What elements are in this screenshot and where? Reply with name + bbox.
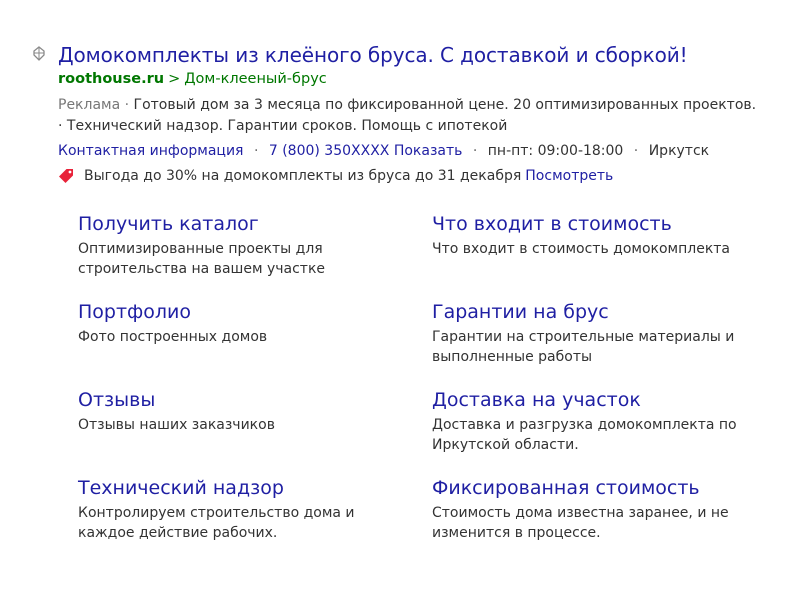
sitelink-title[interactable]: Портфолио: [78, 301, 192, 323]
sitelink-desc: Оптимизированные проекты для строительства на вашем участке: [78, 241, 326, 277]
sitelink-guarantees: [432, 300, 762, 367]
sitelink-supervision: [78, 476, 408, 543]
sitelink-desc: Контролируем строительство дома и каждое действие рабочих.: [78, 505, 355, 541]
promo-row: [30, 166, 770, 186]
sitelink-desc: Стоимость дома известна заранее, и не изменится в процессе.: [432, 505, 729, 541]
url-separator: >: [168, 71, 181, 87]
sitelink-title[interactable]: Гарантии на брус: [432, 301, 609, 323]
ad-snippet: [30, 95, 758, 137]
sitelink-desc: Фото построенных домов: [78, 329, 268, 345]
sitelink-title[interactable]: Доставка на участок: [432, 389, 641, 411]
contact-info-link[interactable]: Контактная информация: [58, 143, 244, 159]
sitelink-catalog: [78, 212, 408, 279]
sitelink-desc: Что входит в стоимость домокомплекта: [432, 241, 731, 257]
sitelink-desc: Доставка и разгрузка домокомплекта по Иркутской области.: [432, 417, 737, 453]
contacts-separator: ·: [633, 143, 639, 159]
work-hours: пн-пт: 09:00-18:00: [487, 143, 624, 159]
show-phone-link[interactable]: Показать: [393, 143, 463, 159]
sitelink-title[interactable]: Получить каталог: [78, 213, 259, 235]
sitelink-desc: Гарантии на строительные материалы и выполненные работы: [432, 329, 735, 365]
ad-block: [30, 42, 770, 186]
sitelink-price-includes: [432, 212, 762, 259]
sitelink-fixed-price: [432, 476, 762, 543]
ad-url: [30, 69, 770, 89]
contacts-separator: ·: [253, 143, 259, 159]
city: Иркутск: [648, 143, 710, 159]
sitelink-title[interactable]: Что входит в стоимость: [432, 213, 672, 235]
sitelink-title[interactable]: Фиксированная стоимость: [432, 477, 700, 499]
sitelink-title[interactable]: Отзывы: [78, 389, 156, 411]
sitelink-portfolio: [78, 300, 408, 347]
site-favicon-icon: [32, 46, 46, 62]
sitelink-delivery: [432, 388, 762, 455]
ad-title-link[interactable]: Домокомплекты из клеёного бруса. С доставкой и сборкой!: [58, 43, 688, 67]
contacts-row: [30, 141, 770, 161]
sitelink-desc: Отзывы наших заказчиков: [78, 417, 275, 433]
ad-label: Реклама: [58, 97, 121, 113]
sitelink-title[interactable]: Технический надзор: [78, 477, 284, 499]
snippet-text: Готовый дом за 3 месяца по фиксированной цене. 20 оптимизированных проектов. · Технический надзор. Гарантии сроков. Помощь с ипотекой: [58, 97, 757, 134]
url-path-link[interactable]: Дом-клееный-брус: [184, 71, 327, 87]
price-tag-icon: [58, 168, 74, 184]
contacts-separator: ·: [472, 143, 478, 159]
phone-number[interactable]: 7 (800) 350XXXX: [268, 143, 390, 159]
promo-text: Выгода до 30% на домокомплекты из бруса до 31 декабря: [84, 168, 522, 184]
url-domain-link[interactable]: roothouse.ru: [58, 71, 165, 87]
snippet-separator: ·: [124, 97, 130, 113]
ad-title-row: [30, 42, 770, 68]
sitelink-reviews: [78, 388, 408, 435]
promo-view-link[interactable]: Посмотреть: [525, 168, 614, 184]
